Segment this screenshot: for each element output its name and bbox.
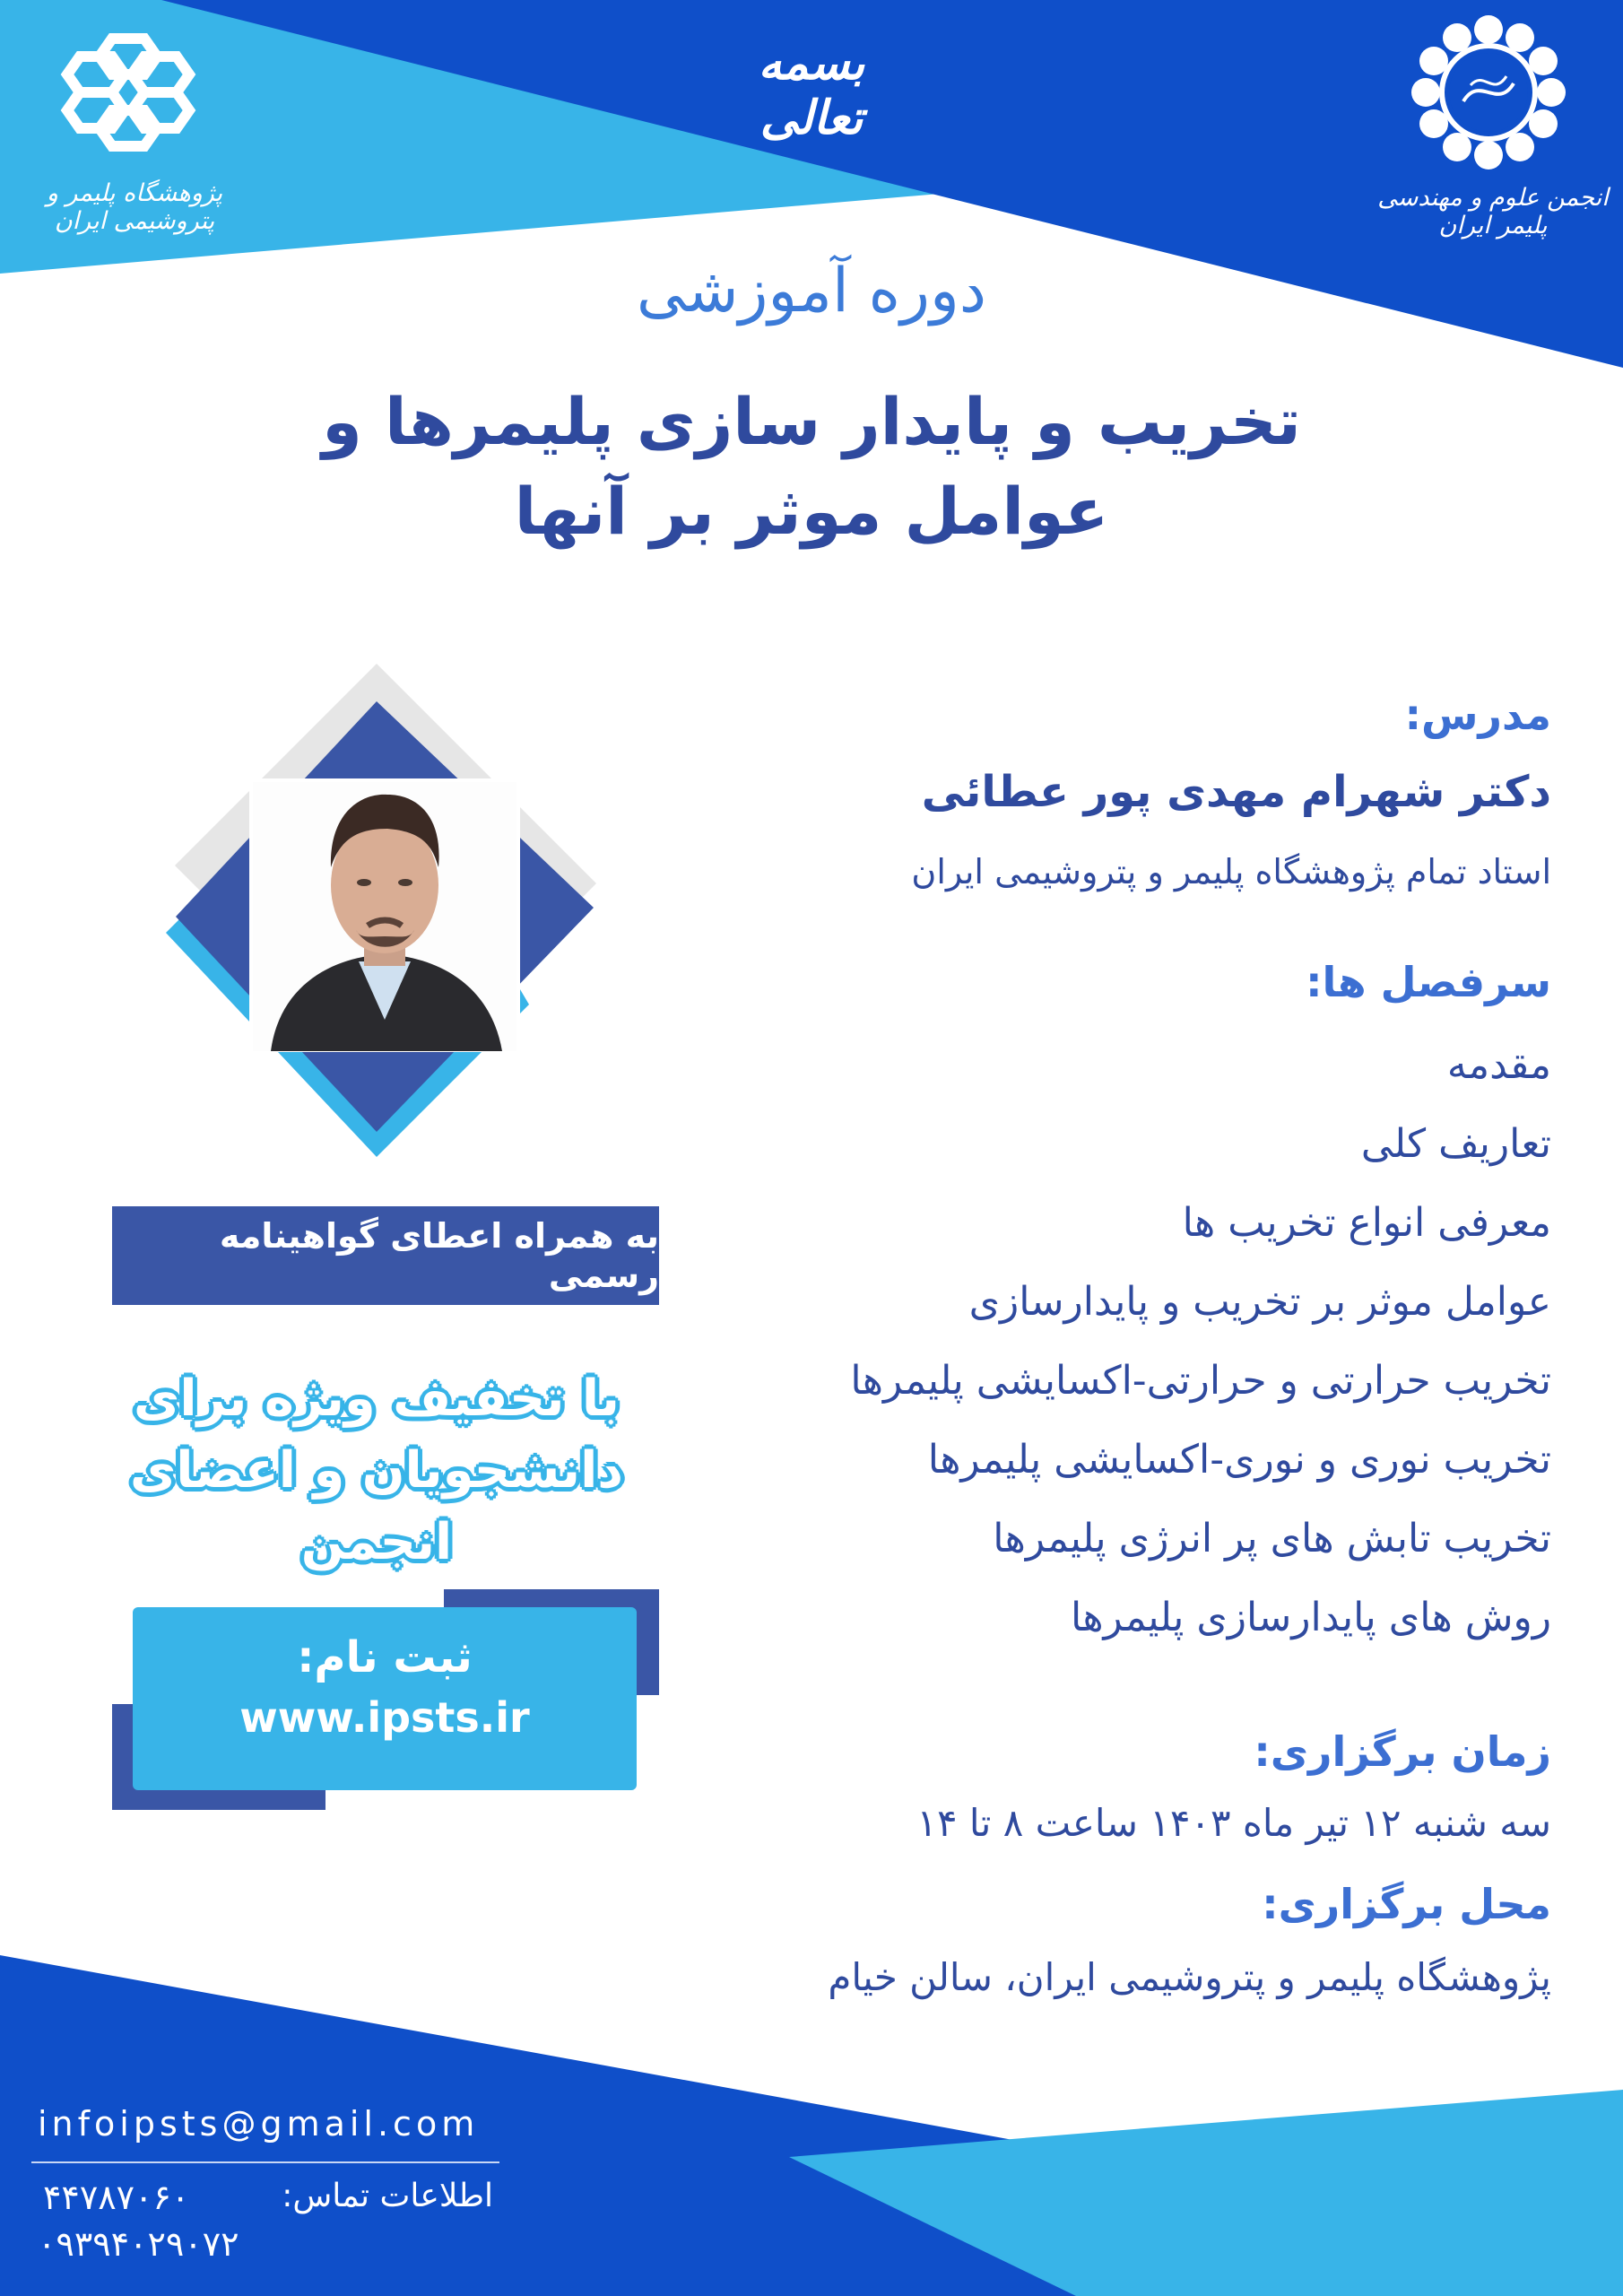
contact-phone[interactable]: ۴۴۷۸۷۰۶۰ (43, 2178, 190, 2217)
instructor-title: استاد تمام پژوهشگاه پلیمر و پتروشیمی ایران (911, 852, 1551, 891)
discount-line1: با تخفیف ویژه برای (134, 1370, 620, 1428)
topic-item: تخریب حرارتی و حرارتی-اکسایشی پلیمرها (850, 1358, 1551, 1404)
registration-label: ثبت نام: (297, 1632, 473, 1683)
basmala-heading: بسمه تعالی (758, 36, 865, 145)
topic-item: تخریب تابش های پر انرژی پلیمرها (993, 1516, 1551, 1561)
registration-box[interactable] (133, 1607, 637, 1790)
course-title-line1: تخریب و پایدار سازی پلیمرها و (322, 384, 1301, 459)
topic-item: مقدمه (1446, 1042, 1551, 1088)
place-value: پژوهشگاه پلیمر و پتروشیمی ایران، سالن خیام (828, 1955, 1551, 1999)
right-logo-label: انجمن علوم و مهندسی پلیمر ایران (1377, 184, 1609, 239)
discount-notice (72, 1363, 681, 1578)
topic-item: عوامل موثر بر تخریب و پایدارسازی (968, 1279, 1551, 1325)
contact-divider (31, 2161, 499, 2163)
time-value: سه شنبه ۱۲ تیر ماه ۱۴۰۳ ساعت ۸ تا ۱۴ (916, 1801, 1551, 1845)
registration-link[interactable]: www.ipsts.ir (239, 1693, 530, 1742)
course-title-line2: عوامل موثر بر آنها (514, 474, 1109, 549)
instructor-label: مدرس: (1404, 691, 1551, 739)
course-title (90, 377, 1533, 556)
contact-email[interactable]: infoipsts@gmail.com (38, 2104, 480, 2144)
topic-item: روش های پایدارسازی پلیمرها (1070, 1595, 1551, 1640)
topics-list (717, 1031, 1551, 1663)
place-label: محل برگزاری: (1262, 1880, 1551, 1928)
instructor-name: دکتر شهرام مهدی پور عطائی (921, 767, 1551, 817)
left-logo-label: پژوهشگاه پلیمر و پتروشیمی ایران (46, 179, 223, 235)
topics-label: سرفصل ها: (1306, 958, 1551, 1006)
topic-item: تخریب نوری و نوری-اکسایشی پلیمرها (927, 1437, 1551, 1483)
discount-line2: دانشجویان و اعضای انجمن (129, 1441, 624, 1571)
time-label: زمان برگزاری: (1254, 1727, 1551, 1776)
topic-item: معرفی انواع تخریب ها (1182, 1200, 1551, 1246)
topic-item: تعاریف کلی (1360, 1121, 1551, 1167)
instructor-portrait (253, 782, 516, 1051)
contact-label: اطلاعات تماس: (282, 2178, 493, 2214)
course-type-heading: دوره آموزشی (636, 256, 987, 326)
certificate-badge: به همراه اعطای گواهینامه رسمی (112, 1206, 659, 1305)
contact-mobile[interactable]: ۰۹۳۹۴۰۲۹۰۷۲ (38, 2224, 239, 2264)
